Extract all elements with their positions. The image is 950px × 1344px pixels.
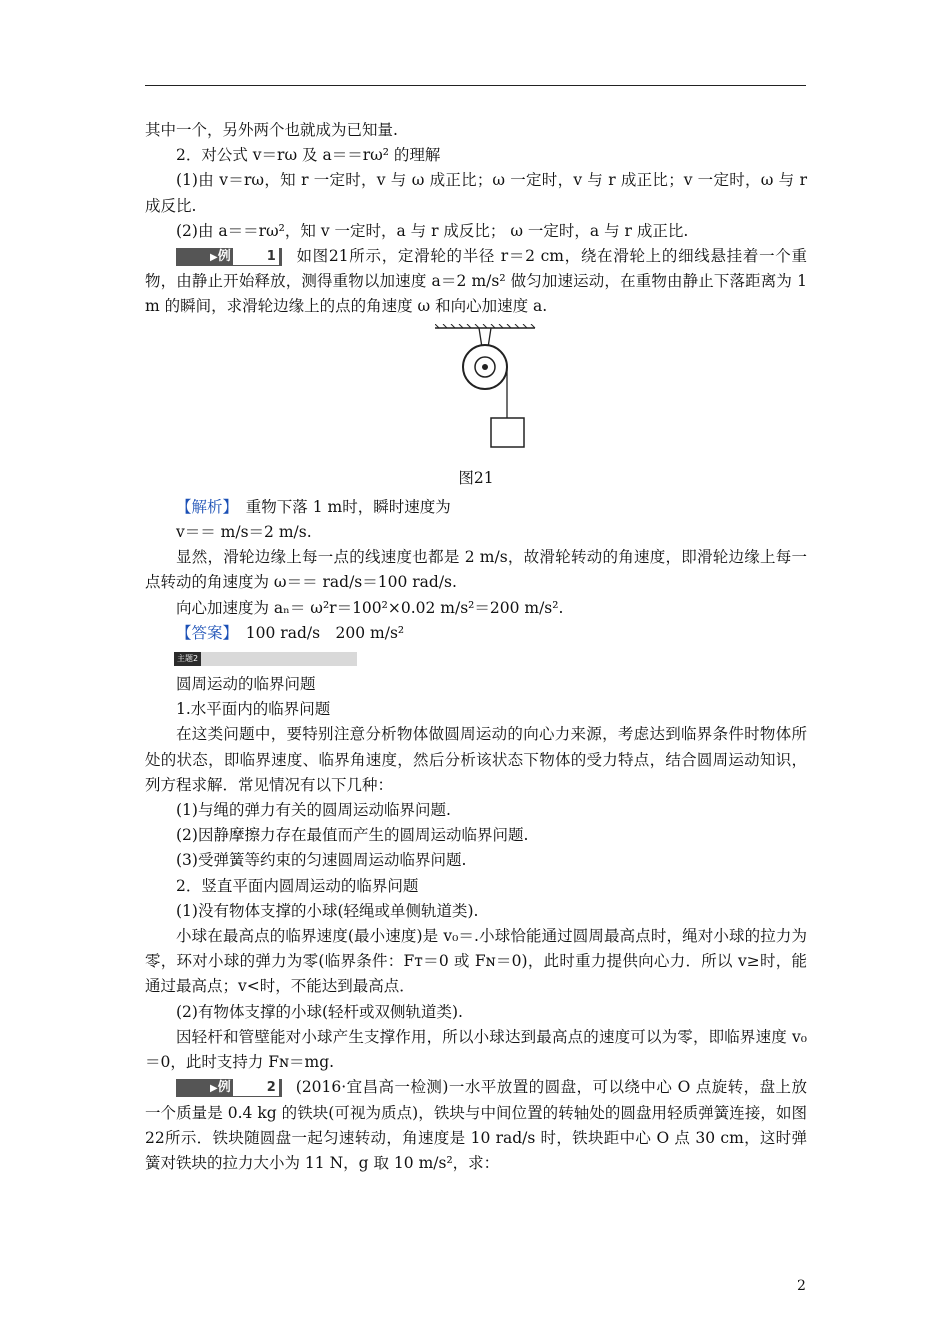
- figure-caption: 图21: [458, 468, 494, 487]
- paragraph: 小球在最高点的临界速度(最小速度)是 v₀＝.小球恰能通过圆周最高点时，绳对小球的拉力为零，环对小球的弹力为零(临界条件：Fᴛ＝0 或 Fɴ＝0)，此时重力提供向心力．所以 v≥时，能通过最高点；v<时，不能达到最高点．: [145, 927, 807, 996]
- solution-line: 【解析】 重物下落 1 m时，瞬时速度为: [176, 497, 451, 516]
- solution-line: v＝＝ m/s＝2 m/s.: [176, 523, 312, 542]
- example-text: 如图21所示，定滑轮的半径 r＝2 cm，绕在滑轮上的细线悬挂着一个重物，由静止开始释放，测得重物以加速度 a＝2 m/s² 做匀加速运动，在重物由静止下落距离为 1 m 的瞬间，求滑轮边缘上的点的角速度 ω 和向心加速度 a.: [145, 247, 807, 316]
- header-rule: [145, 85, 806, 86]
- solution-line: 显然，滑轮边缘上每一点的线速度也都是 2 m/s，故滑轮转动的角速度，即滑轮边缘上每一点转动的角速度为 ω＝＝ rad/s＝100 rad/s.: [145, 548, 807, 592]
- paragraph: 因轻杆和管壁能对小球产生支撑作用，所以小球达到最高点的速度可以为零，即临界速度 v₀＝0，此时支持力 Fɴ＝mg.: [145, 1027, 807, 1072]
- text-line: (1)由 v＝rω，知 r 一定时，v 与 ω 成正比；ω 一定时，v 与 r 成正比；v 一定时，ω 与 r 成反比.: [145, 171, 807, 215]
- page-content: [145, 118, 807, 1176]
- example-badge: ▶例 1: [176, 248, 282, 266]
- answer-label: 【答案】: [176, 623, 231, 642]
- example-text: (2016·宜昌高一检测)一水平放置的圆盘，可以绕中心 O 点旋转，盘上放一个质量是 0.4 kg 的铁块(可视为质点)，铁块与中间位置的转轴处的圆盘用轻质弹簧连接，如图22所示．铁块随圆盘一起匀速转动，角速度是 10 rad/s 时，铁块距中心 O 点 30 cm，这时弹簧对铁块的拉力大小为 11 N，g 取 10 m/s²，求：: [145, 1078, 807, 1172]
- pulley-diagram: [435, 324, 545, 460]
- formula-heading: 2．对公式 v＝rω 及 a＝＝rω² 的理解: [176, 146, 441, 165]
- page-number: 2: [797, 1278, 806, 1294]
- paragraph: 在这类问题中，要特别注意分析物体做圆周运动的向心力来源，考虑达到临界条件时物体所处的状态，即临界速度、临界角速度，然后分析该状态下物体的受力特点，结合圆周运动知识，列方程求解．常见情况有以下几种：: [145, 725, 807, 794]
- pulley-figure: [145, 324, 807, 462]
- solution-line: 向心加速度为 aₙ＝ ω²r＝100²×0.02 m/s²＝200 m/s².: [176, 598, 564, 617]
- text-line: (2)由 a＝＝rω²，知 v 一定时，a 与 r 成反比； ω 一定时，a 与 r 成正比.: [176, 221, 689, 240]
- list-item: (2)有物体支撑的小球(轻杆或双侧轨道类).: [176, 1002, 463, 1021]
- list-item: (2)因静摩擦力存在最值而产生的圆周运动临界问题.: [176, 826, 529, 845]
- list-item: (1)与绳的弹力有关的圆周运动临界问题.: [176, 801, 451, 820]
- example-badge: ▶例 2: [176, 1079, 282, 1097]
- example-1: [145, 244, 807, 320]
- section-heading: 2．竖直平面内圆周运动的临界问题: [176, 876, 419, 895]
- answer-line: 【答案】 100 rad/s 200 m/s²: [176, 623, 405, 642]
- triangle-icon: ▶: [210, 252, 218, 264]
- triangle-icon: ▶: [210, 1083, 218, 1095]
- list-item: (1)没有物体支撑的小球(轻绳或单侧轨道类).: [176, 901, 479, 920]
- topic-badge-bar: 主题2: [174, 652, 357, 666]
- list-item: (3)受弹簧等约束的匀速圆周运动临界问题.: [176, 851, 467, 870]
- topic-title: 圆周运动的临界问题: [176, 675, 316, 694]
- section-heading: 1.水平面内的临界问题: [176, 700, 331, 719]
- analysis-label: 【解析】: [176, 497, 231, 516]
- example-2: [145, 1075, 807, 1176]
- text-line: 其中一个，另外两个也就成为已知量.: [145, 121, 398, 139]
